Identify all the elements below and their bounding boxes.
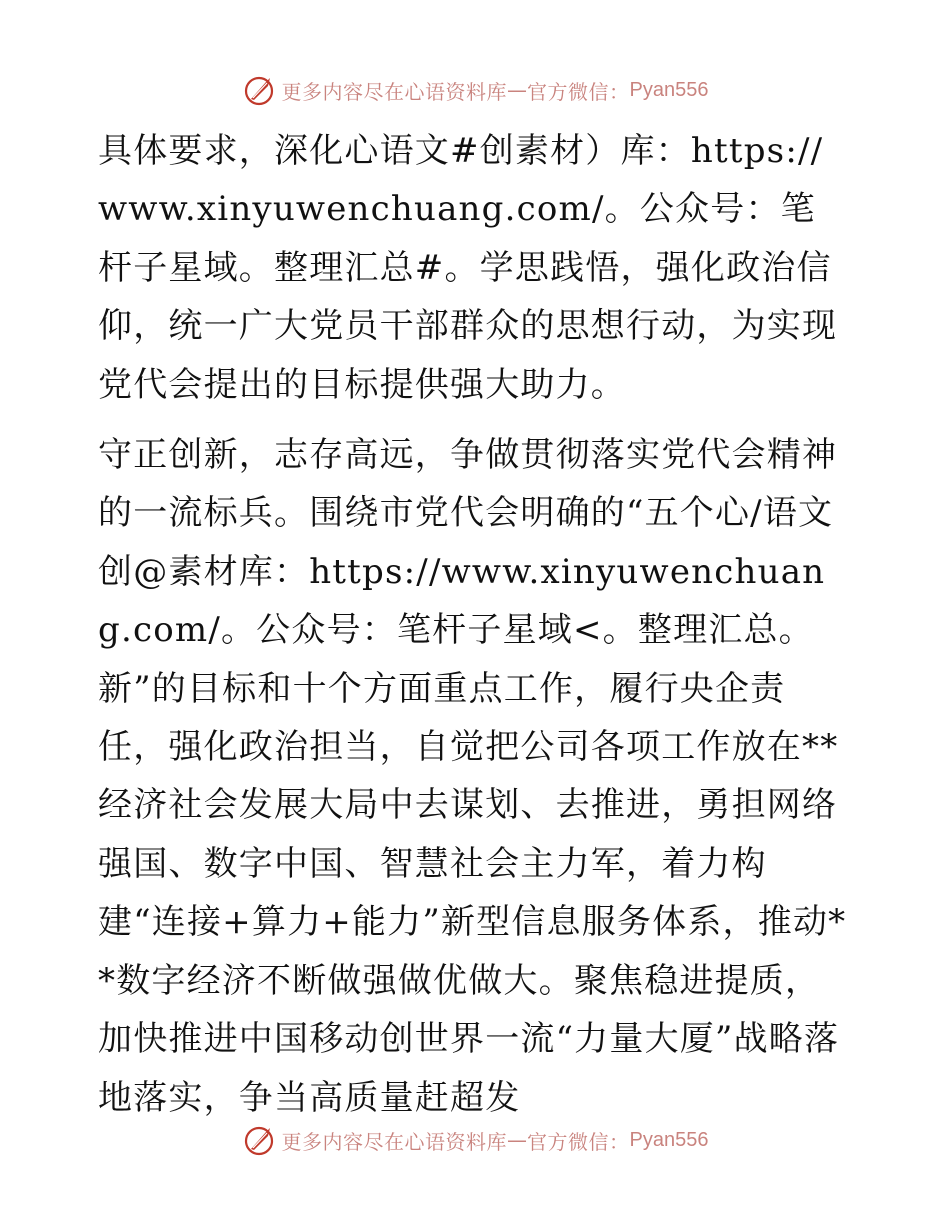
banner-separator: — bbox=[507, 1128, 528, 1152]
banner-text: 更多内容尽在心语资料库 bbox=[281, 79, 508, 104]
header-banner bbox=[0, 70, 950, 110]
wechat-label: 官方微信： bbox=[527, 79, 630, 104]
document-body bbox=[98, 122, 848, 1127]
paragraph-2: 守正创新，志存高远，争做贯彻落实党代会精神的一流标兵。围绕市党代会明确的“五个心/语文创@素材库：https://www.xinyuwenchuang.com/。公众号：笔杆子星域<。整理汇总。新”的目标和十个方面重点工作，履行央企责任，强化政治担当，自觉把公司各项工作放在**经济社会发展大局中去谋划、去推进，勇担网络强国、数字中国、智慧社会主力军，着力构建“连接+算力+能力”新型信息服务体系，推动**数字经济不断做强做优做大。聚焦稳进提质，加快推进中国移动创世界一流“力量大厦”战略落地落实，争当高质量赶超发 bbox=[98, 435, 847, 1118]
wechat-id: Pyan556 bbox=[629, 78, 709, 101]
quill-logo-icon bbox=[242, 72, 278, 108]
wechat-id: Pyan556 bbox=[629, 1128, 709, 1151]
paragraph-1: 具体要求，深化心语文#创素材）库：https://www.xinyuwenchuang.com/。公众号：笔杆子星域。整理汇总#。学思践悟，强化政治信仰，统一广大党员干部群众的思想行动，为实现党代会提出的目标提供强大助力。 bbox=[98, 131, 838, 405]
banner-text: 更多内容尽在心语资料库 bbox=[281, 1129, 508, 1154]
banner-separator: — bbox=[507, 78, 528, 102]
wechat-label: 官方微信： bbox=[527, 1129, 630, 1154]
footer-banner bbox=[0, 1120, 950, 1160]
quill-logo-icon bbox=[242, 1122, 278, 1158]
